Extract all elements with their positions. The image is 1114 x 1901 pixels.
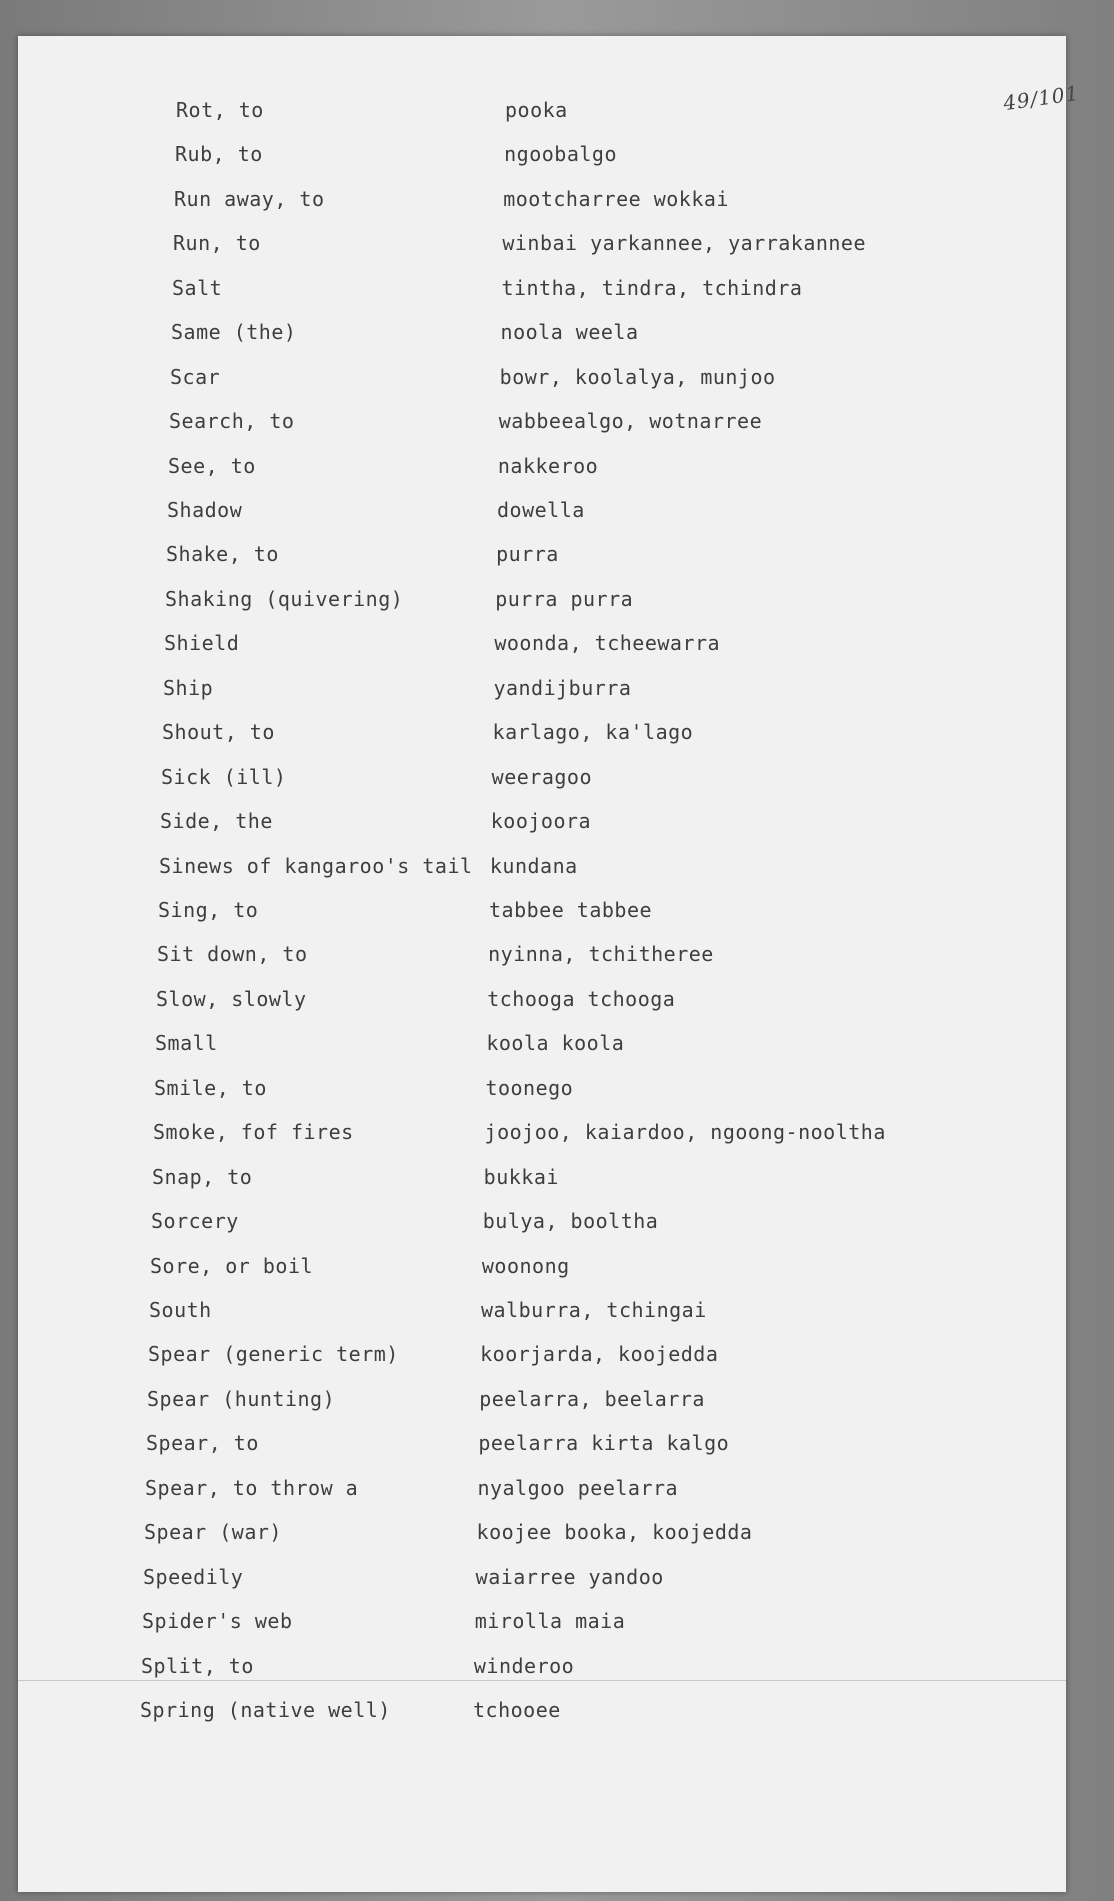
native-translation: woonda, tcheewarra: [494, 631, 721, 656]
english-term: Sinews of kangaroo's tail: [159, 853, 473, 878]
vocabulary-entry: [0, 540, 1114, 570]
vocabulary-entry: [0, 274, 1114, 304]
native-translation: bowr, koolalya, munjoo: [499, 364, 776, 389]
english-term: Spear (war): [144, 1520, 282, 1545]
vocabulary-entry: [0, 496, 1114, 526]
native-translation: joojoo, kaiardoo, ngoong-nooltha: [484, 1120, 886, 1145]
vocabulary-entry: [0, 96, 1114, 126]
native-translation: tabbee tabbee: [489, 898, 653, 922]
english-term: Ship: [163, 675, 214, 700]
english-term: Spear, to throw a: [145, 1475, 359, 1500]
native-translation: weeragoo: [491, 764, 592, 789]
native-translation: bukkai: [483, 1164, 559, 1189]
english-term: Sit down, to: [157, 942, 308, 967]
vocabulary-entry: [0, 674, 1114, 704]
vocabulary-entry: [0, 1074, 1114, 1104]
native-translation: koojoora: [490, 809, 592, 834]
native-translation: pooka: [505, 98, 568, 122]
vocabulary-entry: [0, 1474, 1114, 1504]
page-number: 49/101: [1001, 80, 1081, 116]
english-term: Run away, to: [174, 186, 325, 211]
english-term: Slow, slowly: [156, 986, 307, 1011]
english-term: Shadow: [167, 498, 243, 522]
english-term: Smoke, fof fires: [153, 1120, 354, 1145]
native-translation: woonong: [481, 1253, 570, 1278]
english-term: Shout, to: [162, 720, 275, 745]
vocabulary-entry: [0, 185, 1114, 215]
english-term: Spring (native well): [140, 1698, 391, 1722]
vocabulary-entry: [0, 718, 1114, 748]
native-translation: purra purra: [495, 586, 634, 611]
vocabulary-entry: [0, 1207, 1114, 1237]
vocabulary-entry: [0, 585, 1114, 615]
native-translation: mirolla maia: [474, 1609, 626, 1634]
native-translation: tintha, tindra, tchindra: [501, 275, 803, 300]
native-translation: mootcharree wokkai: [503, 186, 729, 211]
native-translation: peelarra kirta kalgo: [478, 1431, 730, 1456]
vocabulary-entry: [0, 940, 1114, 970]
native-translation: koojee booka, koojedda: [476, 1520, 753, 1545]
vocabulary-entry: [0, 1029, 1114, 1059]
native-translation: noola weela: [500, 320, 639, 345]
vocabulary-entry: [0, 629, 1114, 659]
vocabulary-entry: [0, 1563, 1114, 1593]
native-translation: tchooee: [473, 1698, 561, 1722]
native-translation: winderoo: [473, 1653, 575, 1678]
vocabulary-entry: [0, 1252, 1114, 1282]
vocabulary-entry: [0, 1296, 1114, 1326]
vocabulary-entry: [0, 1118, 1114, 1148]
english-term: Smile, to: [154, 1075, 267, 1100]
english-term: Spear (hunting): [147, 1386, 336, 1411]
vocabulary-entry: [0, 1163, 1114, 1193]
vocabulary-entry: [0, 807, 1114, 837]
vocabulary-entry: [0, 852, 1114, 882]
vocabulary-entry: [0, 1518, 1114, 1548]
vocabulary-entry: [0, 1340, 1114, 1370]
native-translation: kundana: [489, 853, 578, 878]
english-term: Rub, to: [175, 142, 263, 167]
native-translation: nyinna, tchitheree: [488, 942, 714, 967]
english-term: Scar: [170, 364, 221, 389]
english-term: Sorcery: [151, 1209, 239, 1234]
native-translation: nakkeroo: [497, 453, 599, 478]
english-term: Sick (ill): [161, 764, 287, 789]
native-translation: waiarree yandoo: [475, 1564, 664, 1589]
native-translation: yandijburra: [493, 675, 632, 700]
vocabulary-entry: [0, 985, 1114, 1015]
vocabulary-entry: [0, 229, 1114, 259]
english-term: South: [149, 1298, 212, 1322]
english-term: Run, to: [173, 231, 261, 256]
english-term: Sore, or boil: [150, 1253, 314, 1278]
english-term: Salt: [172, 275, 223, 300]
vocabulary-entry: [0, 363, 1114, 393]
native-translation: koorjarda, koojedda: [480, 1342, 719, 1367]
english-term: Side, the: [160, 809, 273, 834]
english-term: Shield: [164, 631, 240, 656]
native-translation: tchooga tchooga: [487, 986, 676, 1011]
native-translation: winbai yarkannee, yarrakannee: [502, 231, 867, 256]
vocabulary-entry: [0, 896, 1114, 926]
vocabulary-entry: [0, 1652, 1114, 1682]
english-term: Search, to: [169, 409, 295, 434]
vocabulary-entry: [0, 763, 1114, 793]
english-term: Spear (generic term): [148, 1342, 399, 1367]
english-term: Rot, to: [176, 98, 264, 122]
vocabulary-entry: [0, 1607, 1114, 1637]
native-translation: karlago, ka'lago: [492, 720, 694, 745]
english-term: Same (the): [171, 320, 297, 345]
native-translation: koola koola: [486, 1031, 625, 1056]
native-translation: dowella: [497, 498, 585, 522]
native-translation: purra: [496, 542, 559, 567]
english-term: Split, to: [141, 1653, 254, 1678]
english-term: Sing, to: [158, 898, 259, 922]
english-term: Shake, to: [166, 542, 279, 567]
native-translation: wabbeealgo, wotnarree: [498, 409, 763, 434]
native-translation: ngoobalgo: [504, 142, 617, 167]
native-translation: walburra, tchingai: [481, 1298, 707, 1322]
english-term: Spear, to: [146, 1431, 259, 1456]
native-translation: bulya, booltha: [482, 1209, 659, 1234]
native-translation: peelarra, beelarra: [479, 1386, 705, 1411]
vocabulary-entry: [0, 1429, 1114, 1459]
vocabulary-entry: [0, 452, 1114, 482]
english-term: Spider's web: [142, 1609, 293, 1634]
vocabulary-entry: [0, 140, 1114, 170]
english-term: Shaking (quivering): [165, 586, 404, 611]
english-term: See, to: [168, 453, 256, 478]
english-term: Small: [155, 1031, 218, 1056]
english-term: Snap, to: [152, 1164, 253, 1189]
native-translation: toonego: [485, 1075, 574, 1100]
english-term: Speedily: [143, 1564, 244, 1589]
vocabulary-entry: [0, 1696, 1114, 1726]
vocabulary-entry: [0, 318, 1114, 348]
vocabulary-entry: [0, 407, 1114, 437]
vocabulary-entry: [0, 1385, 1114, 1415]
native-translation: nyalgoo peelarra: [477, 1475, 679, 1500]
